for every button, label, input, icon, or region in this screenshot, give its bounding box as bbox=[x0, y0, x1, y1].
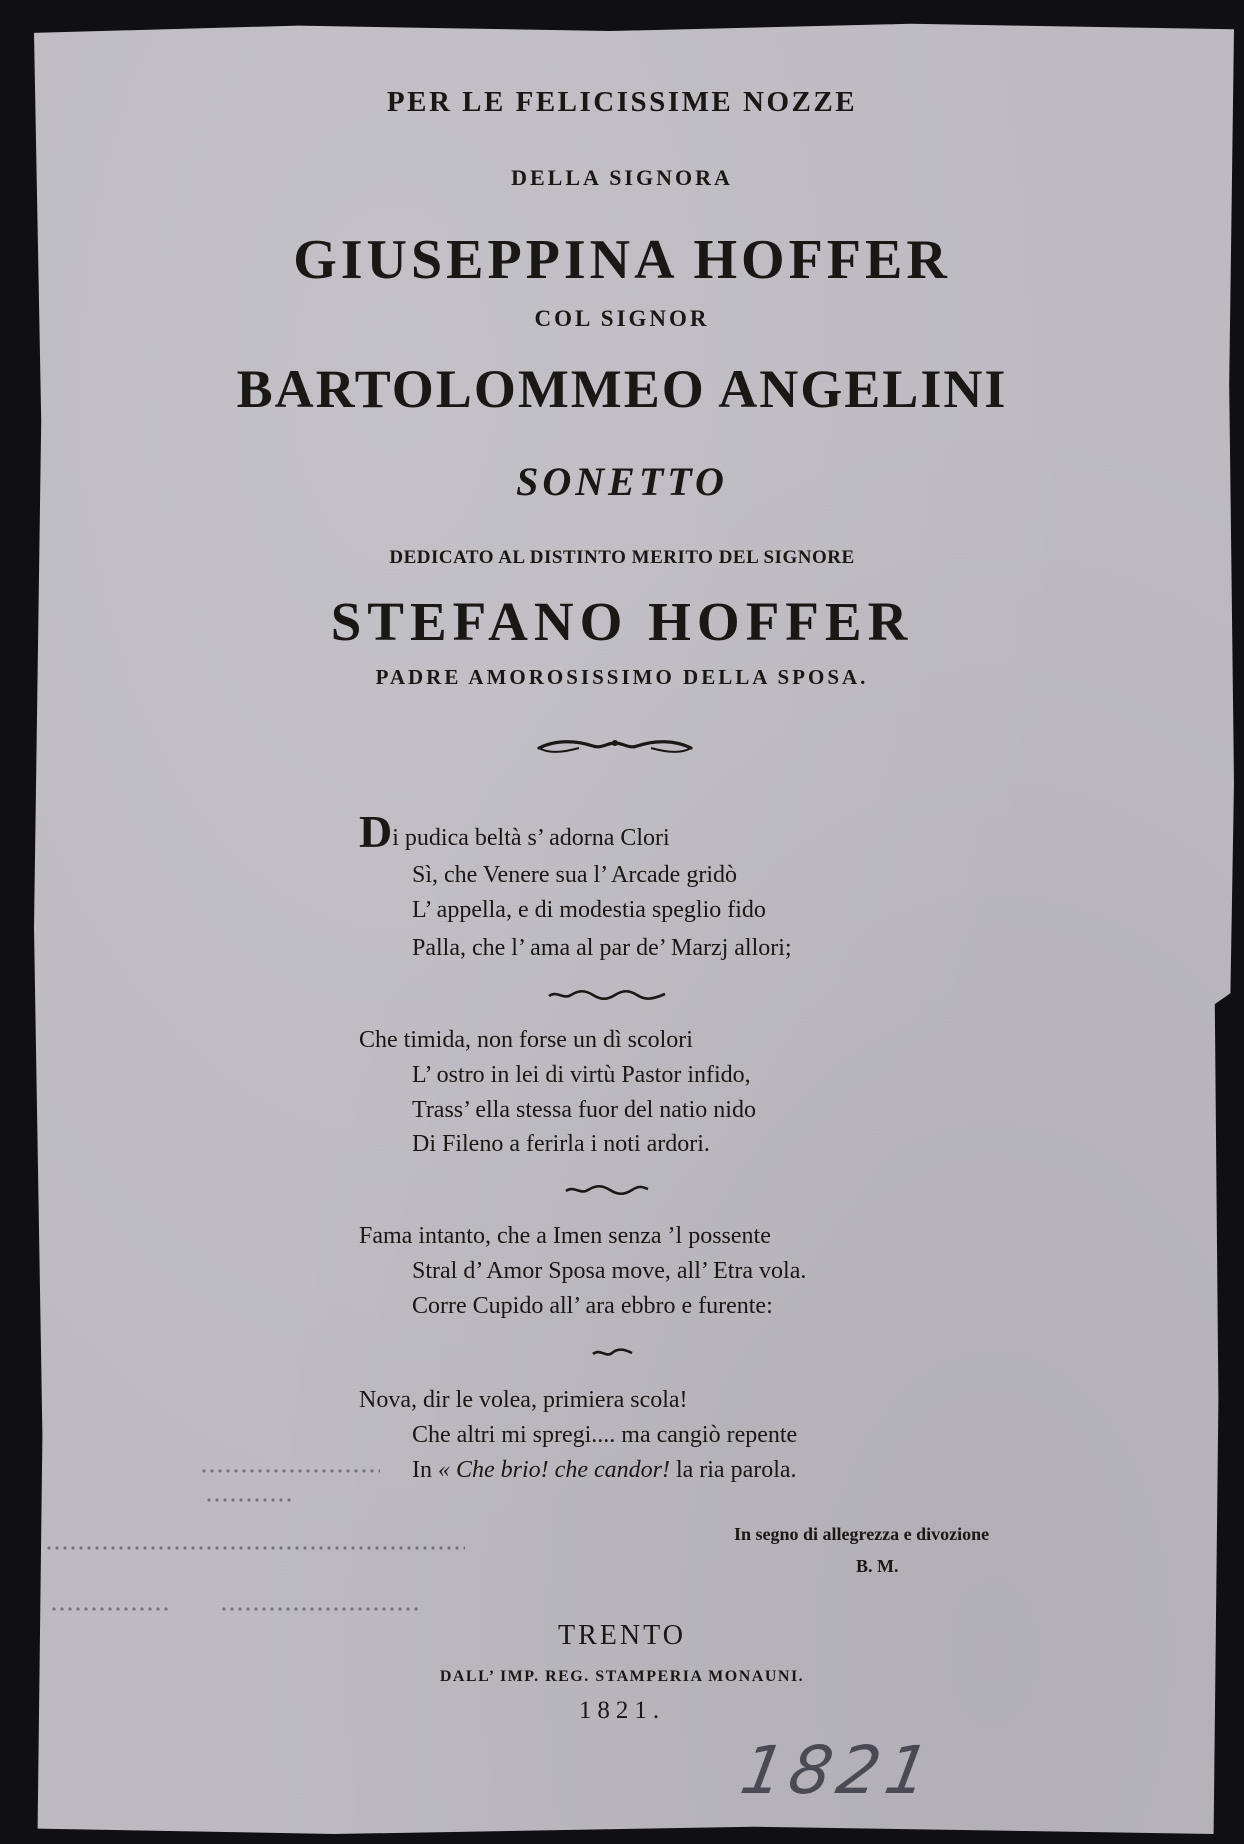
wave-ornament-icon bbox=[545, 987, 670, 1003]
stanza-1-line-1: Di pudica beltà s’ adorna Clori bbox=[359, 806, 670, 857]
imprint-year: 1821. bbox=[578, 1697, 666, 1724]
wave-ornament-icon bbox=[562, 1182, 652, 1198]
drop-cap: D bbox=[359, 806, 393, 857]
stanza-1-line-3: L’ appella, e di modestia speglio fido bbox=[412, 897, 766, 923]
ink-offset-smudge bbox=[205, 1497, 295, 1503]
imprint-printer: DALL’ IMP. REG. STAMPERIA MONAUNI. bbox=[439, 1668, 805, 1685]
dedication-line: DEDICATO AL DISTINTO MERITO DEL SIGNORE bbox=[389, 547, 855, 568]
occasion-line: PER LE FELICISSIME NOZZE bbox=[386, 86, 858, 118]
wave-ornament-icon bbox=[590, 1346, 635, 1360]
ink-offset-smudge bbox=[45, 1545, 465, 1551]
groom-intro: COL SIGNOR bbox=[534, 306, 710, 331]
stanza-4-line-3: In « Che brio! che candor! la ria parola. bbox=[412, 1457, 797, 1483]
stanza-4-line-1: Nova, dir le volea, primiera scola! bbox=[359, 1387, 688, 1413]
groom-name: BARTOLOMMEO ANGELINI bbox=[236, 359, 1008, 419]
handwritten-year: 1821 bbox=[735, 1732, 941, 1809]
ink-offset-smudge bbox=[200, 1468, 380, 1474]
ink-offset-smudge bbox=[220, 1606, 420, 1612]
dedicatee-name: STEFANO HOFFER bbox=[330, 591, 914, 652]
stanza-2-line-2: L’ ostro in lei di virtù Pastor infido, bbox=[412, 1062, 751, 1088]
stanza-3-line-2: Stral d’ Amor Sposa move, all’ Etra vola. bbox=[412, 1258, 807, 1284]
signoff-line: In segno di allegrezza e divozione bbox=[734, 1524, 990, 1544]
imprint-city: TRENTO bbox=[558, 1620, 686, 1651]
stanza-2-line-1: Che timida, non forse un dì scolori bbox=[359, 1027, 693, 1053]
poem-title: SONETTO bbox=[516, 459, 728, 504]
ink-offset-smudge bbox=[50, 1606, 170, 1612]
stanza-1-line-4: Palla, che l’ ama al par de’ Marzj allori; bbox=[412, 935, 792, 961]
stanza-3-line-1: Fama intanto, che a Imen senza ’l possente bbox=[359, 1223, 771, 1249]
paper-sheet bbox=[34, 22, 1234, 1834]
scroll-ornament-icon bbox=[535, 730, 695, 760]
stanza-3-line-3: Corre Cupido all’ ara ebbro e furente: bbox=[412, 1293, 773, 1319]
dedicatee-role: PADRE AMOROSISSIMO DELLA SPOSA. bbox=[375, 665, 869, 689]
stanza-2-line-3: Trass’ ella stessa fuor del natio nido bbox=[412, 1097, 756, 1123]
bride-intro: DELLA SIGNORA bbox=[511, 165, 733, 190]
stanza-4-line-2: Che altri mi spregi.... ma cangiò repente bbox=[412, 1422, 798, 1448]
bride-name: GIUSEPPINA HOFFER bbox=[293, 229, 951, 291]
stanza-1-line-2: Sì, che Venere sua l’ Arcade gridò bbox=[412, 862, 737, 888]
author-initials: B. M. bbox=[856, 1556, 899, 1576]
stanza-2-line-4: Di Fileno a ferirla i noti ardori. bbox=[412, 1131, 710, 1157]
